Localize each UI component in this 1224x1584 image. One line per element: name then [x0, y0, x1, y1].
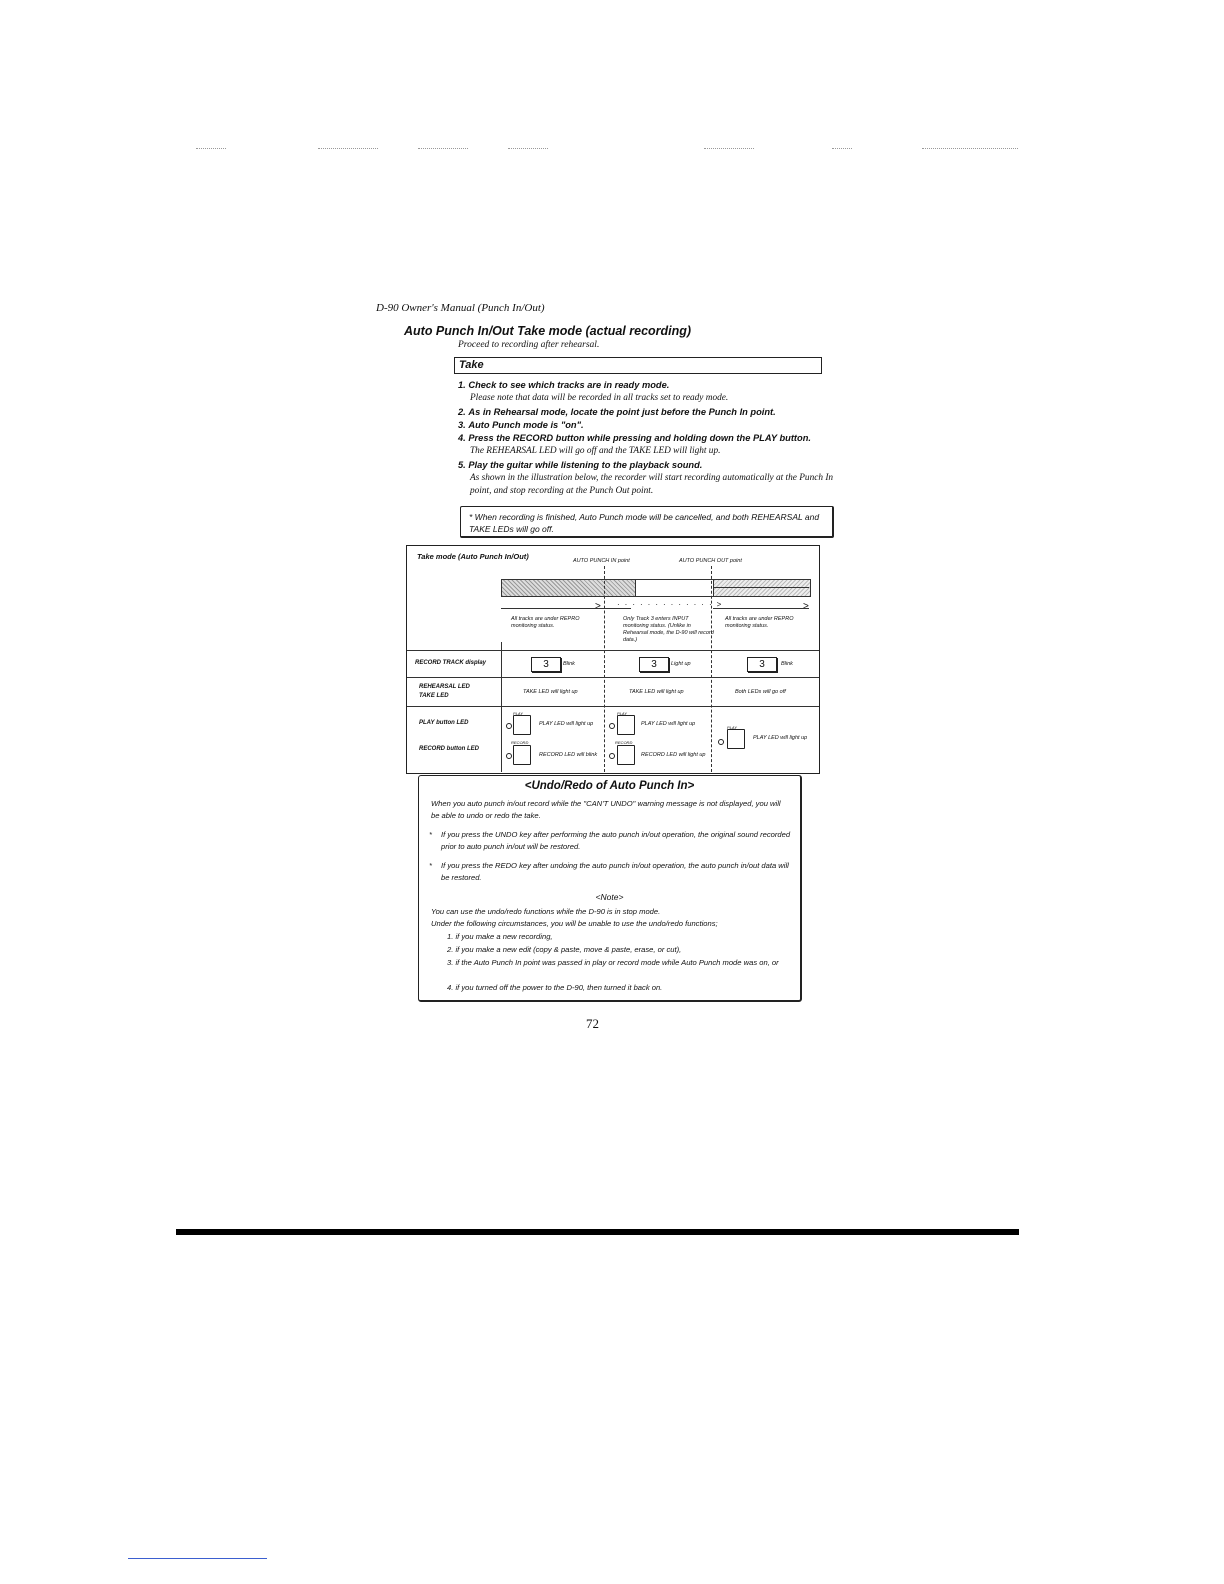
led-dot-icon [609, 723, 615, 729]
arrow-line [501, 608, 631, 609]
button-caption: RECORD [511, 740, 529, 745]
timeline-segment-after [713, 579, 811, 597]
track-state: Blink [563, 661, 575, 667]
track-display: 3 [747, 657, 777, 672]
record-button-icon [513, 745, 531, 765]
row-divider [407, 677, 819, 678]
region-note: Only Track 3 enters INPUT monitoring status. (Unlike in Rehearsal mode, the D-90 will record data.) [623, 616, 714, 643]
row-label-take-led: TAKE LED [419, 693, 449, 699]
note-title: <Note> [595, 892, 624, 902]
track-display: 3 [639, 657, 669, 672]
step-item: 1. Check to see which tracks are in ready mode. [458, 380, 670, 390]
scan-dots [508, 148, 548, 151]
led-state: Both LEDs will go off [735, 689, 786, 695]
condition-item: 3. if the Auto Punch In point was passed in play or record mode while Auto Punch mode was on, or [447, 958, 779, 967]
arrow-head-icon: > [803, 601, 809, 612]
step-item: 4. Press the RECORD button while pressing and holding down the PLAY button. [458, 433, 811, 444]
arrow-head-icon: > [595, 601, 601, 612]
scan-dots [832, 148, 852, 151]
record-led-state: RECORD LED will blink [539, 752, 598, 758]
row-label-record-track: RECORD TRACK display [415, 660, 487, 666]
led-dot-icon [506, 753, 512, 759]
region-note: All tracks are under REPRO monitoring status. [511, 616, 580, 629]
punch-in-marker [604, 566, 605, 772]
dotted-arrow-icon: ·············> [617, 600, 727, 609]
section-title: Auto Punch In/Out Take mode (actual recording) [404, 324, 692, 338]
section-subtitle: Proceed to recording after rehearsal. [458, 340, 600, 350]
punch-out-label: AUTO PUNCH OUT point [679, 558, 742, 564]
step-item: 5. Play the guitar while listening to the playback sound. [458, 459, 703, 470]
diagram-title: Take mode (Auto Punch In/Out) [417, 552, 529, 561]
page-header: D-90 Owner's Manual (Punch In/Out) [376, 302, 545, 314]
timeline-divider [713, 587, 809, 588]
track-display: 3 [531, 657, 561, 672]
timeline-segment-punch [635, 579, 715, 597]
scan-dots [922, 148, 1018, 151]
led-dot-icon [609, 753, 615, 759]
play-led-state: PLAY LED will light up [539, 721, 594, 727]
arrow-line [713, 608, 809, 609]
column-divider [501, 642, 502, 772]
timeline-segment-before [501, 579, 637, 597]
take-heading-box [454, 357, 822, 374]
button-caption: PLAY [617, 711, 627, 716]
track-state: Blink [781, 661, 793, 667]
footnote-rule [128, 1558, 267, 1559]
button-caption: RECORD [615, 740, 633, 745]
play-button-icon [617, 715, 635, 735]
step-note: Please note that data will be recorded in all tracks set to ready mode. [470, 393, 729, 404]
take-mode-diagram [406, 545, 820, 774]
led-dot-icon [506, 723, 512, 729]
step-item: 3. Auto Punch mode is "on". [458, 419, 584, 430]
step-list [458, 379, 838, 499]
play-button-icon [727, 729, 745, 749]
scan-dots [196, 148, 226, 151]
button-caption: PLAY [727, 725, 737, 730]
region-note: All tracks are under REPRO monitoring status. [725, 616, 794, 629]
led-dot-icon [718, 739, 724, 745]
record-led-state: RECORD LED will light up [641, 752, 706, 758]
notice-box: * When recording is finished, Auto Punch mode will be cancelled, and both REHEARSAL and TAKE LEDs will go off. [460, 506, 834, 538]
condition-item: 4. if you turned off the power to the D-90, then turned it back on. [447, 983, 663, 992]
undo-intro: When you auto punch in/out record while the "CAN'T UNDO" warning message is not displayed, you will be able to undo or redo the take. [431, 799, 781, 820]
led-state: TAKE LED will light up [523, 689, 578, 695]
play-led-state: PLAY LED will light up [641, 721, 696, 727]
row-divider [407, 650, 819, 651]
scan-dots [704, 148, 754, 151]
row-label-record-led: RECORD button LED [419, 746, 479, 752]
undo-bullet: If you press the REDO key after undoing the auto punch in/out operation, the auto punch in/out data will be restored. [441, 861, 789, 882]
note-line: Under the following circumstances, you will be unable to use the undo/redo functions; [431, 919, 718, 928]
record-button-icon [617, 745, 635, 765]
play-led-state: PLAY LED will light up [753, 735, 808, 741]
take-label: Take [459, 359, 484, 371]
row-label-rehearsal-led: REHEARSAL LED [419, 684, 470, 690]
button-caption: PLAY [513, 711, 523, 716]
step-note: The REHEARSAL LED will go off and the TAKE LED will light up. [470, 446, 721, 457]
scan-dots [418, 148, 468, 151]
footer-rule [176, 1229, 1019, 1235]
undo-redo-box [418, 775, 802, 1002]
play-button-icon [513, 715, 531, 735]
undo-title: <Undo/Redo of Auto Punch In> [524, 780, 695, 792]
undo-bullet: If you press the UNDO key after performing the auto punch in/out operation, the original sound recorded prior to auto punch in/out will be restored. [441, 830, 791, 851]
row-divider [407, 706, 819, 707]
punch-out-marker [711, 566, 712, 772]
page-number: 72 [586, 1016, 599, 1031]
condition-item: 1. if you make a new recording, [447, 932, 553, 941]
note-line: You can use the undo/redo functions while the D-90 is in stop mode. [431, 907, 661, 916]
row-label-play-led: PLAY button LED [419, 720, 469, 726]
step-note: As shown in the illustration below, the recorder will start recording automatically at the Punch In point, and stop recording at the Punch Out point. [470, 473, 834, 497]
bullet-icon: * [429, 861, 432, 870]
led-state: TAKE LED will light up [629, 689, 684, 695]
bullet-icon: * [429, 830, 432, 839]
punch-in-label: AUTO PUNCH IN point [573, 558, 630, 564]
step-item: 2. As in Rehearsal mode, locate the point just before the Punch In point. [458, 406, 776, 417]
track-state: Light up [671, 661, 691, 667]
condition-item: 2. if you make a new edit (copy & paste, move & paste, erase, or cut), [447, 945, 682, 954]
scan-dots [318, 148, 378, 151]
